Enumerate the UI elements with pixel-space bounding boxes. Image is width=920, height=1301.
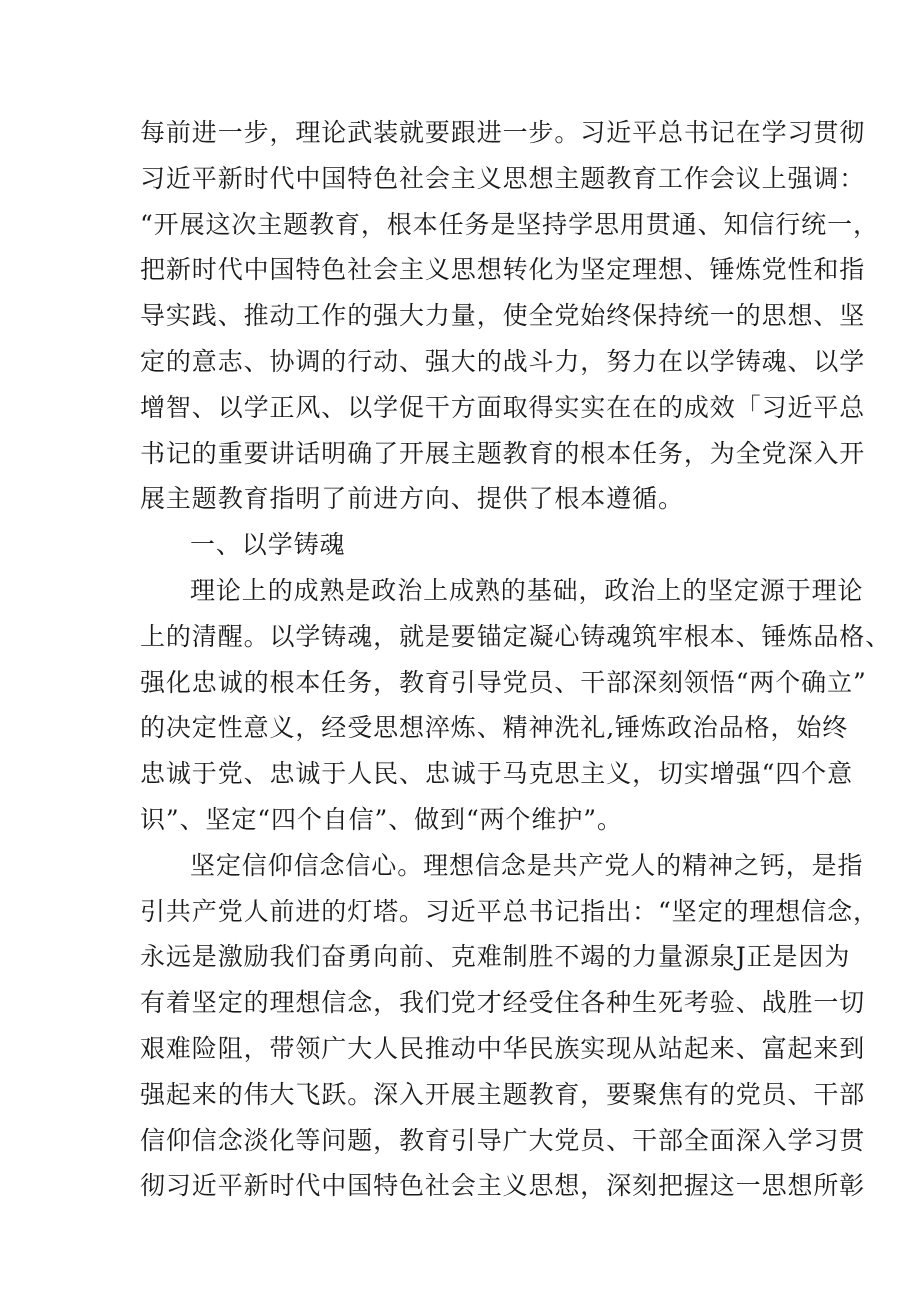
text-line: 艰难险阻，带领广大人民推动中华民族实现从站起来、富起来到 xyxy=(140,1033,866,1063)
text-line: 彻习近平新时代中国特色社会主义思想，深刻把握这一思想所彰 xyxy=(140,1171,866,1201)
text-line: 导实践、推动工作的强大力量，使全党始终保持统一的思想、坚 xyxy=(140,301,866,331)
text-line: 永远是激励我们奋勇向前、克难制胜不竭的力量源泉J正是因为 xyxy=(140,942,851,972)
section-heading: 一、以学铸魂 xyxy=(190,530,346,560)
text-line: 的决定性意义，经受思想淬炼、精神洗礼,锤炼政治品格，始终 xyxy=(140,713,849,743)
text-line: 引共产党人前进的灯塔。习近平总书记指出：“坚定的理想信念， xyxy=(140,896,879,926)
text-line: 习近平新时代中国特色社会主义思想主题教育工作会议上强调： xyxy=(140,163,866,193)
text-line: “开展这次主题教育，根本任务是坚持学思用贯通、知信行统一， xyxy=(140,209,879,239)
text-line: 忠诚于党、忠诚于人民、忠诚于马克思主义，切实增强“四个意 xyxy=(140,759,853,789)
text-line: 书记的重要讲话明确了开展主题教育的根本任务，为全党深入开 xyxy=(140,438,866,468)
document-body xyxy=(140,110,892,1209)
text-line: 增智、以学正风、以学促干方面取得实实在在的成效「习近平总 xyxy=(140,392,866,422)
text-line: 信仰信念淡化等问题，教育引导广大党员、干部全面深入学习贯 xyxy=(140,1125,866,1155)
text-line: 识”、坚定“四个自信”、做到“两个维护”。 xyxy=(140,804,623,834)
text-line: 上的清醒。以学铸魂，就是要锚定凝心铸魂筑牢根本、锤炼品格、 xyxy=(140,621,892,651)
text-line: 坚定信仰信念信心。理想信念是共产党人的精神之钙，是指 xyxy=(190,850,864,880)
text-line: 强化忠诚的根本任务，教育引导党员、干部深刻领悟“两个确立” xyxy=(140,667,867,697)
text-line: 把新时代中国特色社会主义思想转化为坚定理想、锤炼党性和指 xyxy=(140,255,866,285)
text-line: 每前进一步，理论武装就要跟进一步。习近平总书记在学习贯彻 xyxy=(140,118,866,147)
text-line: 理论上的成熟是政治上成熟的基础，政治上的坚定源于理论 xyxy=(190,575,864,605)
text-line: 定的意志、协调的行动、强大的战斗力，努力在以学铸魂、以学 xyxy=(140,346,866,376)
text-line: 强起来的伟大飞跃。深入开展主题教育，要聚焦有的党员、干部 xyxy=(140,1079,866,1109)
text-line: 有着坚定的理想信念，我们党才经受住各种生死考验、战胜一切 xyxy=(140,988,866,1018)
text-line: 展主题教育指明了前进方向、提供了根本遵循。 xyxy=(140,484,684,514)
